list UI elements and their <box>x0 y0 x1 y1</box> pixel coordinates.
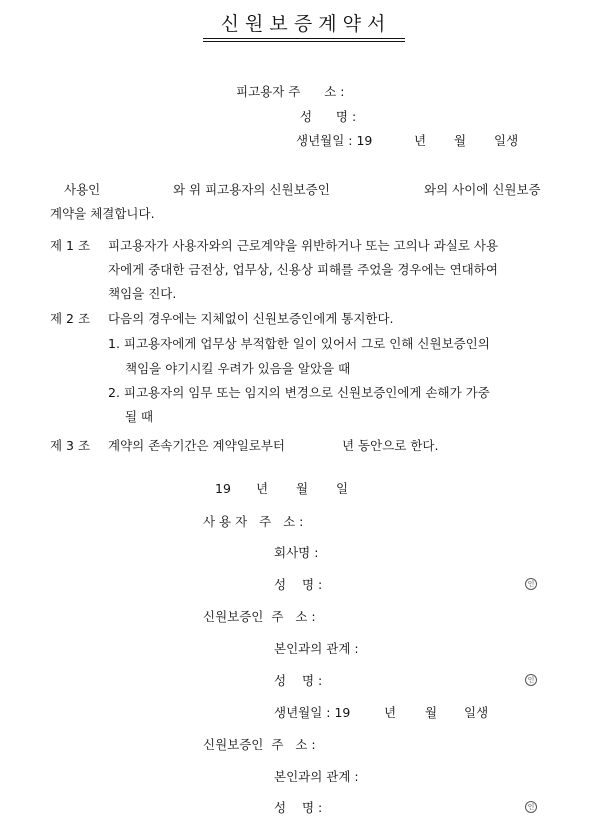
intro-party-employer: 사용인 <box>64 182 101 197</box>
article-3-text-b: 년 동안으로 한다. <box>342 438 439 453</box>
employee-birth-day: 일생 <box>494 133 519 148</box>
employee-address-label: 피고용자 주 소 : <box>236 84 345 99</box>
guarantor1-birth-year: 년 <box>384 705 397 720</box>
employer-address-label: 사 용 자 주 소 : <box>203 514 304 529</box>
guarantor2-address-label: 신원보증인 주 소 : <box>203 737 316 752</box>
guarantor1-name-label: 성 명 : <box>274 673 323 688</box>
article-1-line1: 피고용자가 사용자와의 근로계약을 위반하거나 또는 고의나 과실로 사용 <box>108 238 499 253</box>
contract-date-month-unit: 월 <box>296 481 309 496</box>
employer-company-label: 회사명 : <box>274 545 319 560</box>
employee-birth-month: 월 <box>454 133 467 148</box>
article-2-number: 제 2 조 <box>50 311 91 326</box>
guarantor1-seal-icon: 인 <box>525 674 537 686</box>
title-underline-bottom <box>203 41 405 42</box>
employee-name-label: 성 명 : <box>300 109 357 124</box>
article-3-text-a: 계약의 존속기간은 계약일로부터 <box>108 438 285 453</box>
article-2-item1-line2: 책임을 야기시킬 우려가 있음을 알았을 때 <box>125 361 351 376</box>
guarantor1-birth-label: 생년월일 : 19 <box>274 705 351 720</box>
article-1-line3: 책임을 진다. <box>108 286 177 301</box>
intro-line1-end: 와의 사이에 신원보증 <box>424 182 541 197</box>
guarantor2-relation-label: 본인과의 관계 : <box>274 769 359 784</box>
article-1-number: 제 1 조 <box>50 238 91 253</box>
article-2-item1-line1: 1. 피고용자에게 업무상 부적합한 일이 있어서 그로 인해 신원보증인의 <box>108 336 490 351</box>
employee-birth-label: 생년월일 : 19 <box>296 133 373 148</box>
employee-birth-year: 년 <box>414 133 427 148</box>
contract-date-day-unit: 일 <box>336 481 349 496</box>
title-underline-top <box>203 38 405 39</box>
article-3-number: 제 3 조 <box>50 438 91 453</box>
intro-party-guarantor: 와 위 피고용자의 신원보증인 <box>173 182 330 197</box>
intro-line2: 계약을 체결합니다. <box>50 206 155 221</box>
guarantor1-address-label: 신원보증인 주 소 : <box>203 609 316 624</box>
guarantor2-name-label: 성 명 : <box>274 800 323 815</box>
article-1-line2: 자에게 중대한 금전상, 업무상, 신용상 피해를 주었을 경우에는 연대하여 <box>108 262 498 277</box>
contract-date-year-unit: 년 <box>256 481 269 496</box>
article-2-line1: 다음의 경우에는 지체없이 신원보증인에게 통지한다. <box>108 311 394 326</box>
document-title: 신 원 보 증 계 약 서 <box>220 13 386 35</box>
article-2-item2-line1: 2. 피고용자의 임무 또는 임지의 변경으로 신원보증인에게 손해가 가중 <box>108 385 490 400</box>
guarantor1-birth-month: 월 <box>425 705 438 720</box>
employer-name-label: 성 명 : <box>274 577 323 592</box>
guarantor1-relation-label: 본인과의 관계 : <box>274 641 359 656</box>
guarantor1-birth-day: 일생 <box>464 705 489 720</box>
article-2-item2-line2: 될 때 <box>125 409 154 424</box>
contract-date-year: 19 <box>215 481 231 496</box>
guarantor2-seal-icon: 인 <box>525 801 537 813</box>
employer-seal-icon: 인 <box>525 578 537 590</box>
